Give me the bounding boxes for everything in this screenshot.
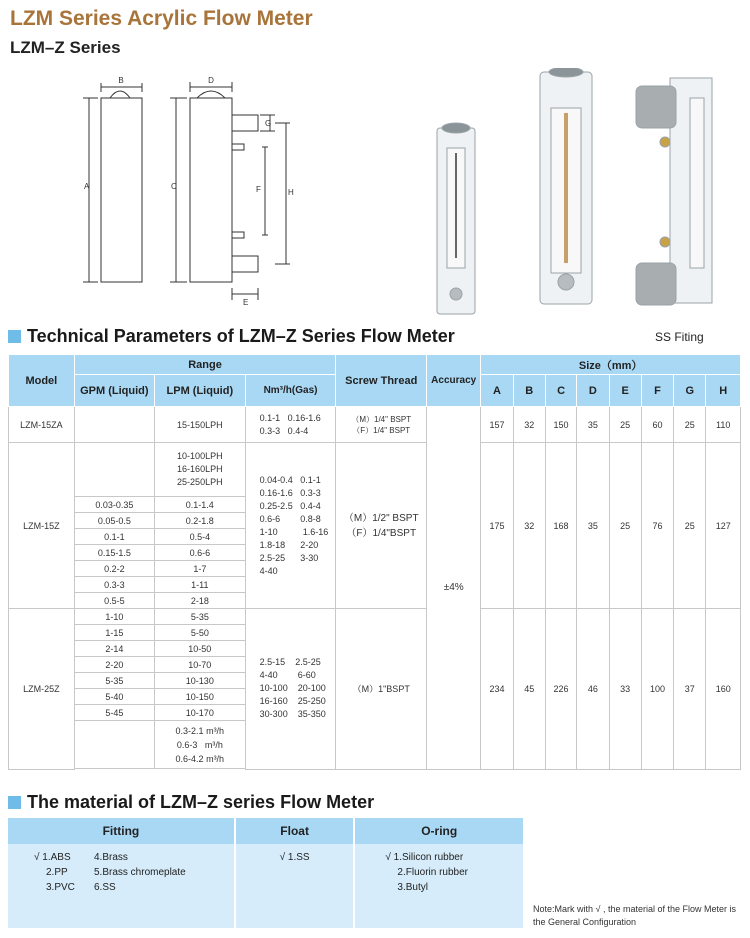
gas-cell: 0.04-0.4 0.1-1 0.16-1.6 0.3-3 0.25-2.5 0.4-4 0.6-6 0.8-8 1-10 1.6-16 1.8-18 2-20 2.5-25 3-30 4-40: [245, 443, 336, 609]
col-range: Range: [74, 355, 336, 375]
size-col-f: F: [641, 375, 673, 407]
heading-marker: [8, 330, 21, 343]
size-b: 32: [513, 407, 545, 443]
model-cell: LZM-25Z: [9, 609, 75, 770]
tech-params-title: Technical Parameters of LZM–Z Series Flow Meter: [27, 326, 455, 346]
material-table: [8, 818, 525, 928]
size-col-g: G: [674, 375, 706, 407]
size-col-h: H: [706, 375, 741, 407]
size-a: 157: [481, 407, 513, 443]
size-d: 46: [577, 609, 609, 770]
size-c: 150: [545, 407, 576, 443]
lpm-cell: 0.6-6: [154, 545, 245, 561]
lpm-cell: 10-100LPH 16-160LPH 25-250LPH: [154, 443, 245, 497]
dim-label-a: A: [84, 182, 90, 191]
fitting-item: 5.Brass chromeplate: [94, 867, 186, 878]
size-d: 35: [577, 443, 609, 609]
product-photo-medium: [540, 68, 592, 304]
size-g: 25: [674, 407, 706, 443]
size-b: 45: [513, 609, 545, 770]
gas-cell: 0.1-1 0.16-1.6 0.3-3 0.4-4: [245, 407, 336, 443]
gpm-cell: 0.3-3: [74, 577, 154, 593]
size-col-a: A: [481, 375, 513, 407]
col-fitting: Fitting: [8, 818, 235, 844]
size-b: 32: [513, 443, 545, 609]
float-options: [235, 844, 355, 928]
dim-label-h: H: [288, 188, 294, 197]
lpm-cell: 0.3-2.1 m³/h 0.6-3 m³/h 0.6-4.2 m³/h: [154, 721, 245, 769]
material-note: Note:Mark with √ , the material of the Flow Meter is the General Configuration: [533, 904, 737, 927]
gpm-cell: 0.2-2: [74, 561, 154, 577]
dim-label-e: E: [243, 298, 249, 307]
gpm-cell: 1-10: [74, 609, 154, 625]
lpm-cell: 0.5-4: [154, 529, 245, 545]
gpm-cell: [74, 721, 154, 769]
product-photo-small: [437, 123, 475, 314]
page-subtitle: LZM–Z Series: [10, 38, 121, 57]
gpm-cell: 0.1-1: [74, 529, 154, 545]
size-e: 25: [609, 443, 641, 609]
oring-item: √ 1.Silicon rubber: [385, 852, 464, 863]
page-title: LZM Series Acrylic Flow Meter: [10, 7, 313, 30]
size-col-d: D: [577, 375, 609, 407]
size-a: 234: [481, 609, 513, 770]
table-row: [9, 609, 741, 625]
lpm-cell: 15-150LPH: [154, 407, 245, 443]
gpm-cell: 0.05-0.5: [74, 513, 154, 529]
size-f: 100: [641, 609, 673, 770]
size-e: 25: [609, 407, 641, 443]
col-screw-thread: Screw Thread: [336, 355, 427, 407]
gpm-cell: 0.15-1.5: [74, 545, 154, 561]
gpm-cell: 5-40: [74, 689, 154, 705]
lpm-cell: 10-150: [154, 689, 245, 705]
heading-marker: [8, 796, 21, 809]
tech-params-table: [8, 354, 741, 770]
model-cell: LZM-15Z: [9, 443, 75, 609]
gpm-cell: 2-14: [74, 641, 154, 657]
dim-label-d: D: [208, 76, 214, 85]
fitting-item: 4.Brass: [94, 852, 128, 863]
oring-options: [354, 844, 524, 928]
material-heading: [8, 792, 374, 813]
product-drawings: [0, 68, 750, 318]
lpm-cell: 1-11: [154, 577, 245, 593]
float-item: √ 1.SS: [279, 852, 310, 863]
gpm-cell: 1-15: [74, 625, 154, 641]
front-view-drawing: [83, 83, 142, 282]
side-view-drawing: [170, 82, 290, 300]
size-col-b: B: [513, 375, 545, 407]
col-gpm: GPM (Liquid): [74, 375, 154, 407]
size-col-c: C: [545, 375, 576, 407]
lpm-cell: 10-50: [154, 641, 245, 657]
size-col-e: E: [609, 375, 641, 407]
gpm-cell: 5-45: [74, 705, 154, 721]
size-a: 175: [481, 443, 513, 609]
product-photo-ss-fitting: [636, 78, 712, 305]
oring-item: 3.Butyl: [397, 882, 428, 893]
table-row: [9, 407, 741, 443]
gpm-cell: 2-20: [74, 657, 154, 673]
lpm-cell: 5-35: [154, 609, 245, 625]
size-g: 37: [674, 609, 706, 770]
dim-label-b: B: [118, 76, 124, 85]
col-float: Float: [235, 818, 355, 844]
lpm-cell: 0.2-1.8: [154, 513, 245, 529]
model-cell: LZM-15ZA: [9, 407, 75, 443]
col-accuracy: Accuracy: [427, 355, 481, 407]
screw-cell: （M）1/4" BSPT （F）1/4" BSPT: [336, 407, 427, 443]
dim-label-f: F: [256, 185, 261, 194]
ss-fitting-label: SS Fiting: [655, 330, 704, 344]
col-oring: O-ring: [354, 818, 524, 844]
gpm-cell: [74, 443, 154, 497]
screw-cell: （M）1"BSPT: [336, 609, 427, 770]
size-c: 226: [545, 609, 576, 770]
size-h: 127: [706, 443, 741, 609]
lpm-cell: 2-18: [154, 593, 245, 609]
lpm-cell: 10-170: [154, 705, 245, 721]
size-d: 35: [577, 407, 609, 443]
lpm-cell: 5-50: [154, 625, 245, 641]
fitting-item: 2.PP: [46, 867, 68, 878]
size-f: 60: [641, 407, 673, 443]
fitting-item: √ 1.ABS: [34, 852, 71, 863]
lpm-cell: 0.1-1.4: [154, 497, 245, 513]
table-row: [9, 443, 741, 497]
gas-cell: 2.5-15 2.5-25 4-40 6-60 10-100 20-100 16-160 25-250 30-300 35-350: [245, 609, 336, 770]
gpm-cell: [74, 407, 154, 443]
lpm-cell: 10-70: [154, 657, 245, 673]
dim-label-c: C: [171, 182, 177, 191]
size-e: 33: [609, 609, 641, 770]
size-g: 25: [674, 443, 706, 609]
tech-params-heading: [8, 326, 455, 347]
fitting-options: [8, 844, 235, 928]
accuracy-cell: ±4%: [427, 407, 481, 770]
fitting-item: 6.SS: [94, 882, 116, 893]
gpm-cell: 0.03-0.35: [74, 497, 154, 513]
material-title: The material of LZM–Z series Flow Meter: [27, 792, 375, 812]
col-model: Model: [9, 355, 75, 407]
fitting-item: 3.PVC: [46, 882, 75, 893]
col-lpm: LPM (Liquid): [154, 375, 245, 407]
col-gas: Nm³/h(Gas): [245, 375, 336, 407]
oring-item: 2.Fluorin rubber: [397, 867, 468, 878]
size-f: 76: [641, 443, 673, 609]
size-h: 110: [706, 407, 741, 443]
lpm-cell: 10-130: [154, 673, 245, 689]
size-c: 168: [545, 443, 576, 609]
col-size: Size（mm）: [481, 355, 741, 375]
size-h: 160: [706, 609, 741, 770]
screw-cell: （M）1/2" BSPT （F）1/4"BSPT: [336, 443, 427, 609]
lpm-cell: 1-7: [154, 561, 245, 577]
gpm-cell: 5-35: [74, 673, 154, 689]
gpm-cell: 0.5-5: [74, 593, 154, 609]
dim-label-g: G: [265, 119, 272, 128]
